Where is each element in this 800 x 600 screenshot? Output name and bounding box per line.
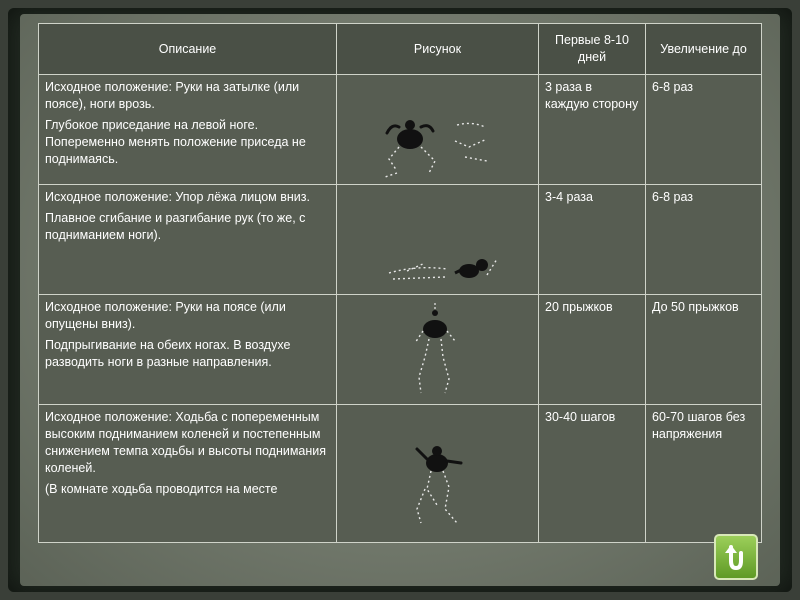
- description-cell: [39, 185, 337, 295]
- header-description: Описание: [39, 24, 337, 75]
- table-row: [39, 405, 762, 543]
- description-cell: [39, 405, 337, 543]
- description-cell: [39, 295, 337, 405]
- table-row: [39, 75, 762, 185]
- desc-action: Подпрыгивание на обеих ногах. В воздухе разводить ноги в разные направления.: [45, 338, 291, 369]
- jump-figure: [337, 295, 537, 403]
- pushup-figure: [337, 185, 537, 293]
- back-button[interactable]: [714, 534, 758, 580]
- u-turn-arrow-icon: [720, 541, 752, 573]
- first-days-cell: 3 раза в каждую сторону: [539, 75, 646, 185]
- desc-action: Плавное сгибание и разгибание рук (то же, с подниманием ноги).: [45, 211, 306, 242]
- increase-cell: 60-70 шагов без напряжения: [646, 405, 762, 543]
- desc-action: Глубокое приседание на левой ноге. Попеременно менять положение приседа не поднимаясь.: [45, 118, 306, 166]
- first-days-cell: 30-40 шагов: [539, 405, 646, 543]
- exercise-table: [38, 23, 762, 543]
- desc-start-position: Исходное положение: Руки на поясе (или опущены вниз).: [45, 300, 286, 331]
- first-days-cell: 3-4 раза: [539, 185, 646, 295]
- desc-start-position: Исходное положение: Ходьба с попеременным высоким подниманием коленей и постепенным снижением темпа ходьбы и высоты поднимания коленей.: [45, 410, 327, 475]
- squat-figure: [337, 75, 537, 183]
- picture-cell: [337, 405, 539, 543]
- desc-action: (В комнате ходьба проводится на месте: [45, 482, 278, 496]
- desc-start-position: Исходное положение: Упор лёжа лицом вниз.: [45, 190, 310, 204]
- header-first-days: Первые 8-10 дней: [539, 24, 646, 75]
- first-days-cell: 20 прыжков: [539, 295, 646, 405]
- description-cell: [39, 75, 337, 185]
- picture-cell: [337, 295, 539, 405]
- desc-start-position: Исходное положение: Руки на затылке (или поясе), ноги врозь.: [45, 80, 300, 111]
- picture-cell: [337, 75, 539, 185]
- picture-cell: [337, 185, 539, 295]
- walking-figure: [337, 405, 537, 541]
- table-row: [39, 295, 762, 405]
- table-header-row: [39, 24, 762, 75]
- increase-cell: 6-8 раз: [646, 185, 762, 295]
- increase-cell: До 50 прыжков: [646, 295, 762, 405]
- header-picture: Рисунок: [337, 24, 539, 75]
- increase-cell: 6-8 раз: [646, 75, 762, 185]
- header-increase: Увеличение до: [646, 24, 762, 75]
- table-row: [39, 185, 762, 295]
